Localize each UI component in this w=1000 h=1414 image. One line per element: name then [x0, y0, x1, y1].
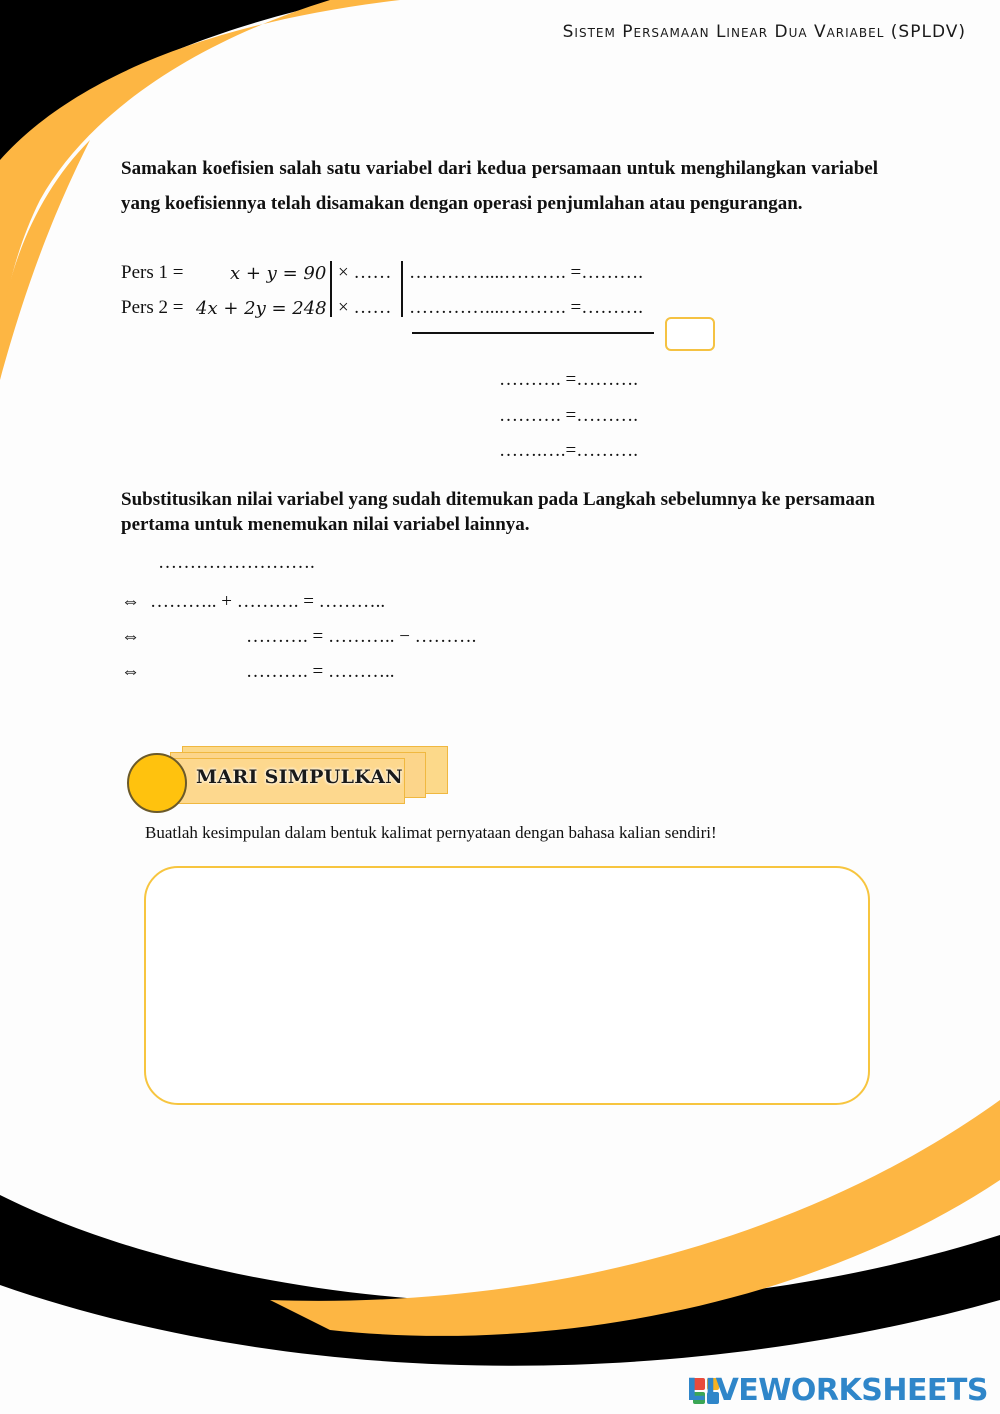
- conclusion-instruction: Buatlah kesimpulan dalam bentuk kalimat pernyataan dengan bahasa kalian sendiri!: [145, 823, 717, 842]
- conclusion-banner-title: MARI SIMPULKAN: [196, 766, 403, 788]
- matrix-bar-right: [401, 261, 403, 317]
- equivalence-symbol: ⇔: [121, 591, 140, 612]
- substitution-line-2[interactable]: ………. = ……….. − ……….: [246, 626, 477, 647]
- substitution-line-3[interactable]: ………. = ………..: [246, 661, 395, 682]
- banner-circle-icon: [127, 753, 187, 813]
- multiplier-2-blank[interactable]: × ……: [338, 297, 392, 318]
- equation-1-expression: x + y = 90: [230, 263, 327, 284]
- work-line-1[interactable]: ………. =……….: [499, 369, 638, 390]
- substitution-line-1[interactable]: ……….. + ………. = ………..: [150, 591, 386, 612]
- substitution-first-line[interactable]: …………………….: [158, 552, 315, 573]
- work-line-2[interactable]: ………. =……….: [499, 405, 638, 426]
- page-header-title: Sistem Persamaan Linear Dua Variabel (SPLDV): [562, 22, 966, 42]
- sum-line: [412, 332, 654, 334]
- equivalence-symbol: ⇔: [121, 661, 140, 682]
- multiplier-1-blank[interactable]: × ……: [338, 262, 392, 283]
- work-line-3[interactable]: …….….=……….: [499, 440, 638, 461]
- conclusion-answer-box[interactable]: [144, 866, 870, 1105]
- result-1-blank[interactable]: …………....………. =……….: [409, 262, 643, 283]
- elimination-instruction: Samakan koefisien salah satu variabel dari kedua persamaan untuk menghilangkan variabel yang koefisiennya telah disamakan dengan operasi penjumlahan atau pengurangan.: [121, 158, 878, 214]
- equation-1-label: Pers 1 =: [121, 262, 184, 283]
- operation-answer-slot[interactable]: [665, 317, 715, 351]
- result-2-blank[interactable]: …………....………. =……….: [409, 297, 643, 318]
- substitution-instruction: Substitusikan nilai variabel yang sudah ditemukan pada Langkah sebelumnya ke persamaan pertama untuk menemukan nilai variabel lainnya.: [121, 489, 875, 535]
- equivalence-symbol: ⇔: [121, 626, 140, 647]
- equation-2-label: Pers 2 =: [121, 297, 184, 318]
- equation-2-expression: 4x + 2y = 248: [196, 298, 327, 319]
- matrix-bar-left: [330, 261, 332, 317]
- liveworksheets-brand: LIVEWORKSHEETS: [686, 1373, 988, 1408]
